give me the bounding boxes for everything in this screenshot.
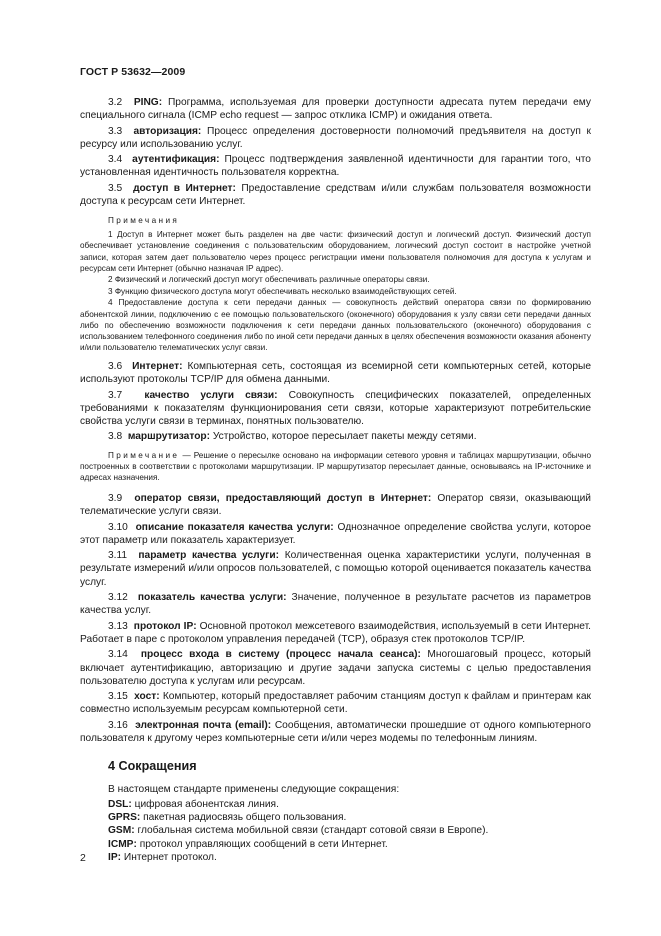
routing-note: Примечание — Решение о пересылке основано на информации сетевого уровня и таблицах маршрутизации, обычно построенных в соответствии с протоколами маршрутизации. IP маршрутизатор пересылает данные, основываясь на IP-источнике и адресах назначения.: [80, 450, 591, 482]
document-body: [80, 96, 591, 864]
term: аутентификация:: [132, 154, 220, 166]
term: оператор связи, предоставляющий доступ в Интернет:: [134, 492, 432, 504]
note-2: 2 Физический и логический доступ могут обеспечивать различные операторы связи.: [108, 275, 430, 285]
abbreviation-item: GPRS: пакетная радиосвязь общего пользования.: [108, 811, 347, 823]
abbreviation-item: IP: Интернет протокол.: [108, 851, 217, 863]
term: хост:: [134, 691, 160, 703]
note-3: 3 Функцию физического доступа могут обеспечивать несколько взаимодействующих сетей.: [108, 286, 457, 296]
definition-3-2: 3.2 PING: Программа, используемая для проверки доступности адресата путем передачи ему специального сигнала (ICMP echo request — запрос отклика ICMP) и ожидания ответа.: [80, 97, 591, 122]
term: маршрутизатор:: [127, 431, 211, 443]
term: процесс входа в систему (процесс начала сеанса):: [140, 649, 421, 661]
term: описание показателя качества услуги:: [135, 521, 334, 533]
document-header: ГОСТ Р 53632—2009: [80, 66, 186, 78]
definition-3-12: 3.12 показатель качества услуги: Значение, полученное в результате расчетов из параметров качества услуг.: [80, 592, 591, 617]
term: качество услуги связи:: [144, 389, 278, 401]
term: доступ в Интернет:: [133, 182, 236, 194]
definition-3-14: 3.14 процесс входа в систему (процесс начала сеанса): Многошаговый процесс, который включает аутентификацию, авторизацию и другие задачи запуска системы с целью предоставления пользователю доступа к услугам или ресурсам.: [80, 649, 591, 687]
page-number: 2: [80, 852, 86, 864]
note-label: Примечание: [108, 450, 180, 460]
notes-block: [80, 215, 591, 353]
term: Интернет:: [132, 360, 183, 372]
notes-title: Примечания: [108, 216, 180, 226]
note-4: 4 Предоставление доступа к сети передачи данных — совокупность действий оператора связи по формированию абонентской линии, подключению с ее помощью пользовательского (оконечного) оборудования к узлу связи сети передачи данных либо по обеспечению возможности подключения к сети передачи данных пользовательского (оконечного) оборудования с использованием телефонного соединения либо по иной сети передачи данных в целях обеспечения возможности оказания абоненту и/или пользователю телематических услуг связи.: [80, 298, 591, 352]
term: протокол IP:: [133, 620, 197, 632]
term: авторизация:: [133, 125, 202, 137]
definition-3-6: 3.6 Интернет: Компьютерная сеть, состоящая из всемирной сети компьютерных сетей, которые используют протоколы TCP/IP для обмена данными.: [80, 360, 591, 386]
definition-3-11: 3.11 параметр качества услуги: Количественная оценка характеристики услуги, полученная в результате измерений и/или опросов пользователей, с помощью которой оценивается показатель качества услуг.: [80, 550, 591, 588]
definition-3-8: 3.8 маршрутизатор: Устройство, которое пересылает пакеты между сетями.: [108, 431, 477, 443]
abbreviation-item: GSM: глобальная система мобильной связи (стандарт сотовой связи в Европе).: [108, 825, 489, 837]
term: PING:: [133, 97, 163, 108]
term: электронная почта (email):: [135, 719, 272, 731]
abbreviations-intro: В настоящем стандарте применены следующие сокращения:: [108, 784, 400, 796]
definition-3-13: 3.13 протокол IP: Основной протокол межсетевого взаимодействия, используемый в сети Интернет. Работает в паре с протоколом управления передачей (TCP), образуя стек протоколов TCP/IP.: [80, 620, 591, 645]
note-1: 1 Доступ в Интернет может быть разделен на две части: физический доступ и логический доступ. Физический доступ обеспечивает установление соединения с пользовательским оборудованием, логический доступ состоит в настройке учетной записи, которая затем дает пользователю через процесс регистрации имени пользователя полномочия для доступа к услугам и ресурсам сети Интернет (обычно назначая IP адрес).: [80, 230, 591, 273]
definition-3-10: 3.10 описание показателя качества услуги: Однозначное определение свойства услуги, которое этот параметр или показатель характеризует.: [80, 521, 591, 546]
term: показатель качества услуги:: [137, 592, 287, 604]
definition-3-15: 3.15 хост: Компьютер, который предоставляет рабочим станциям доступ к файлам и принтерам как совместно используемым ресурсам компьютерной сети.: [80, 691, 591, 716]
section-title: 4 Сокращения: [108, 759, 197, 774]
definition-3-7: 3.7 качество услуги связи: Совокупность специфических показателей, определенных требованиями к показателям функционирования сети связи, которые характеризуют потребительские свойства услуги связи в терминах, понятных пользователю.: [80, 389, 591, 428]
definition-3-5: 3.5 доступ в Интернет: Предоставление средствам и/или службам пользователя возможности доступа к ресурсам сети Интернет.: [80, 182, 591, 208]
term: параметр качества услуги:: [138, 550, 280, 562]
abbreviation-item: DSL: цифровая абонентская линия.: [108, 798, 279, 810]
definition-3-9: 3.9 оператор связи, предоставляющий доступ в Интернет: Оператор связи, оказывающий телематические услуги связи.: [80, 492, 591, 518]
definition-3-16: 3.16 электронная почта (email): Сообщения, автоматически прошедшие от одного компьютерного пользователя к другому через компьютерные сети и/или через модемы по телефонным линиям.: [80, 719, 591, 745]
definition-3-4: 3.4 аутентификация: Процесс подтверждения заявленной идентичности для гарантии того, что установленная идентичность пользователя корректна.: [80, 154, 591, 179]
abbreviation-item: ICMP: протокол управляющих сообщений в сети Интернет.: [108, 838, 388, 850]
definition-3-3: 3.3 авторизация: Процесс определения достоверности полномочий предъявителя на доступ к ресурсу или использованию услуг.: [80, 125, 591, 150]
